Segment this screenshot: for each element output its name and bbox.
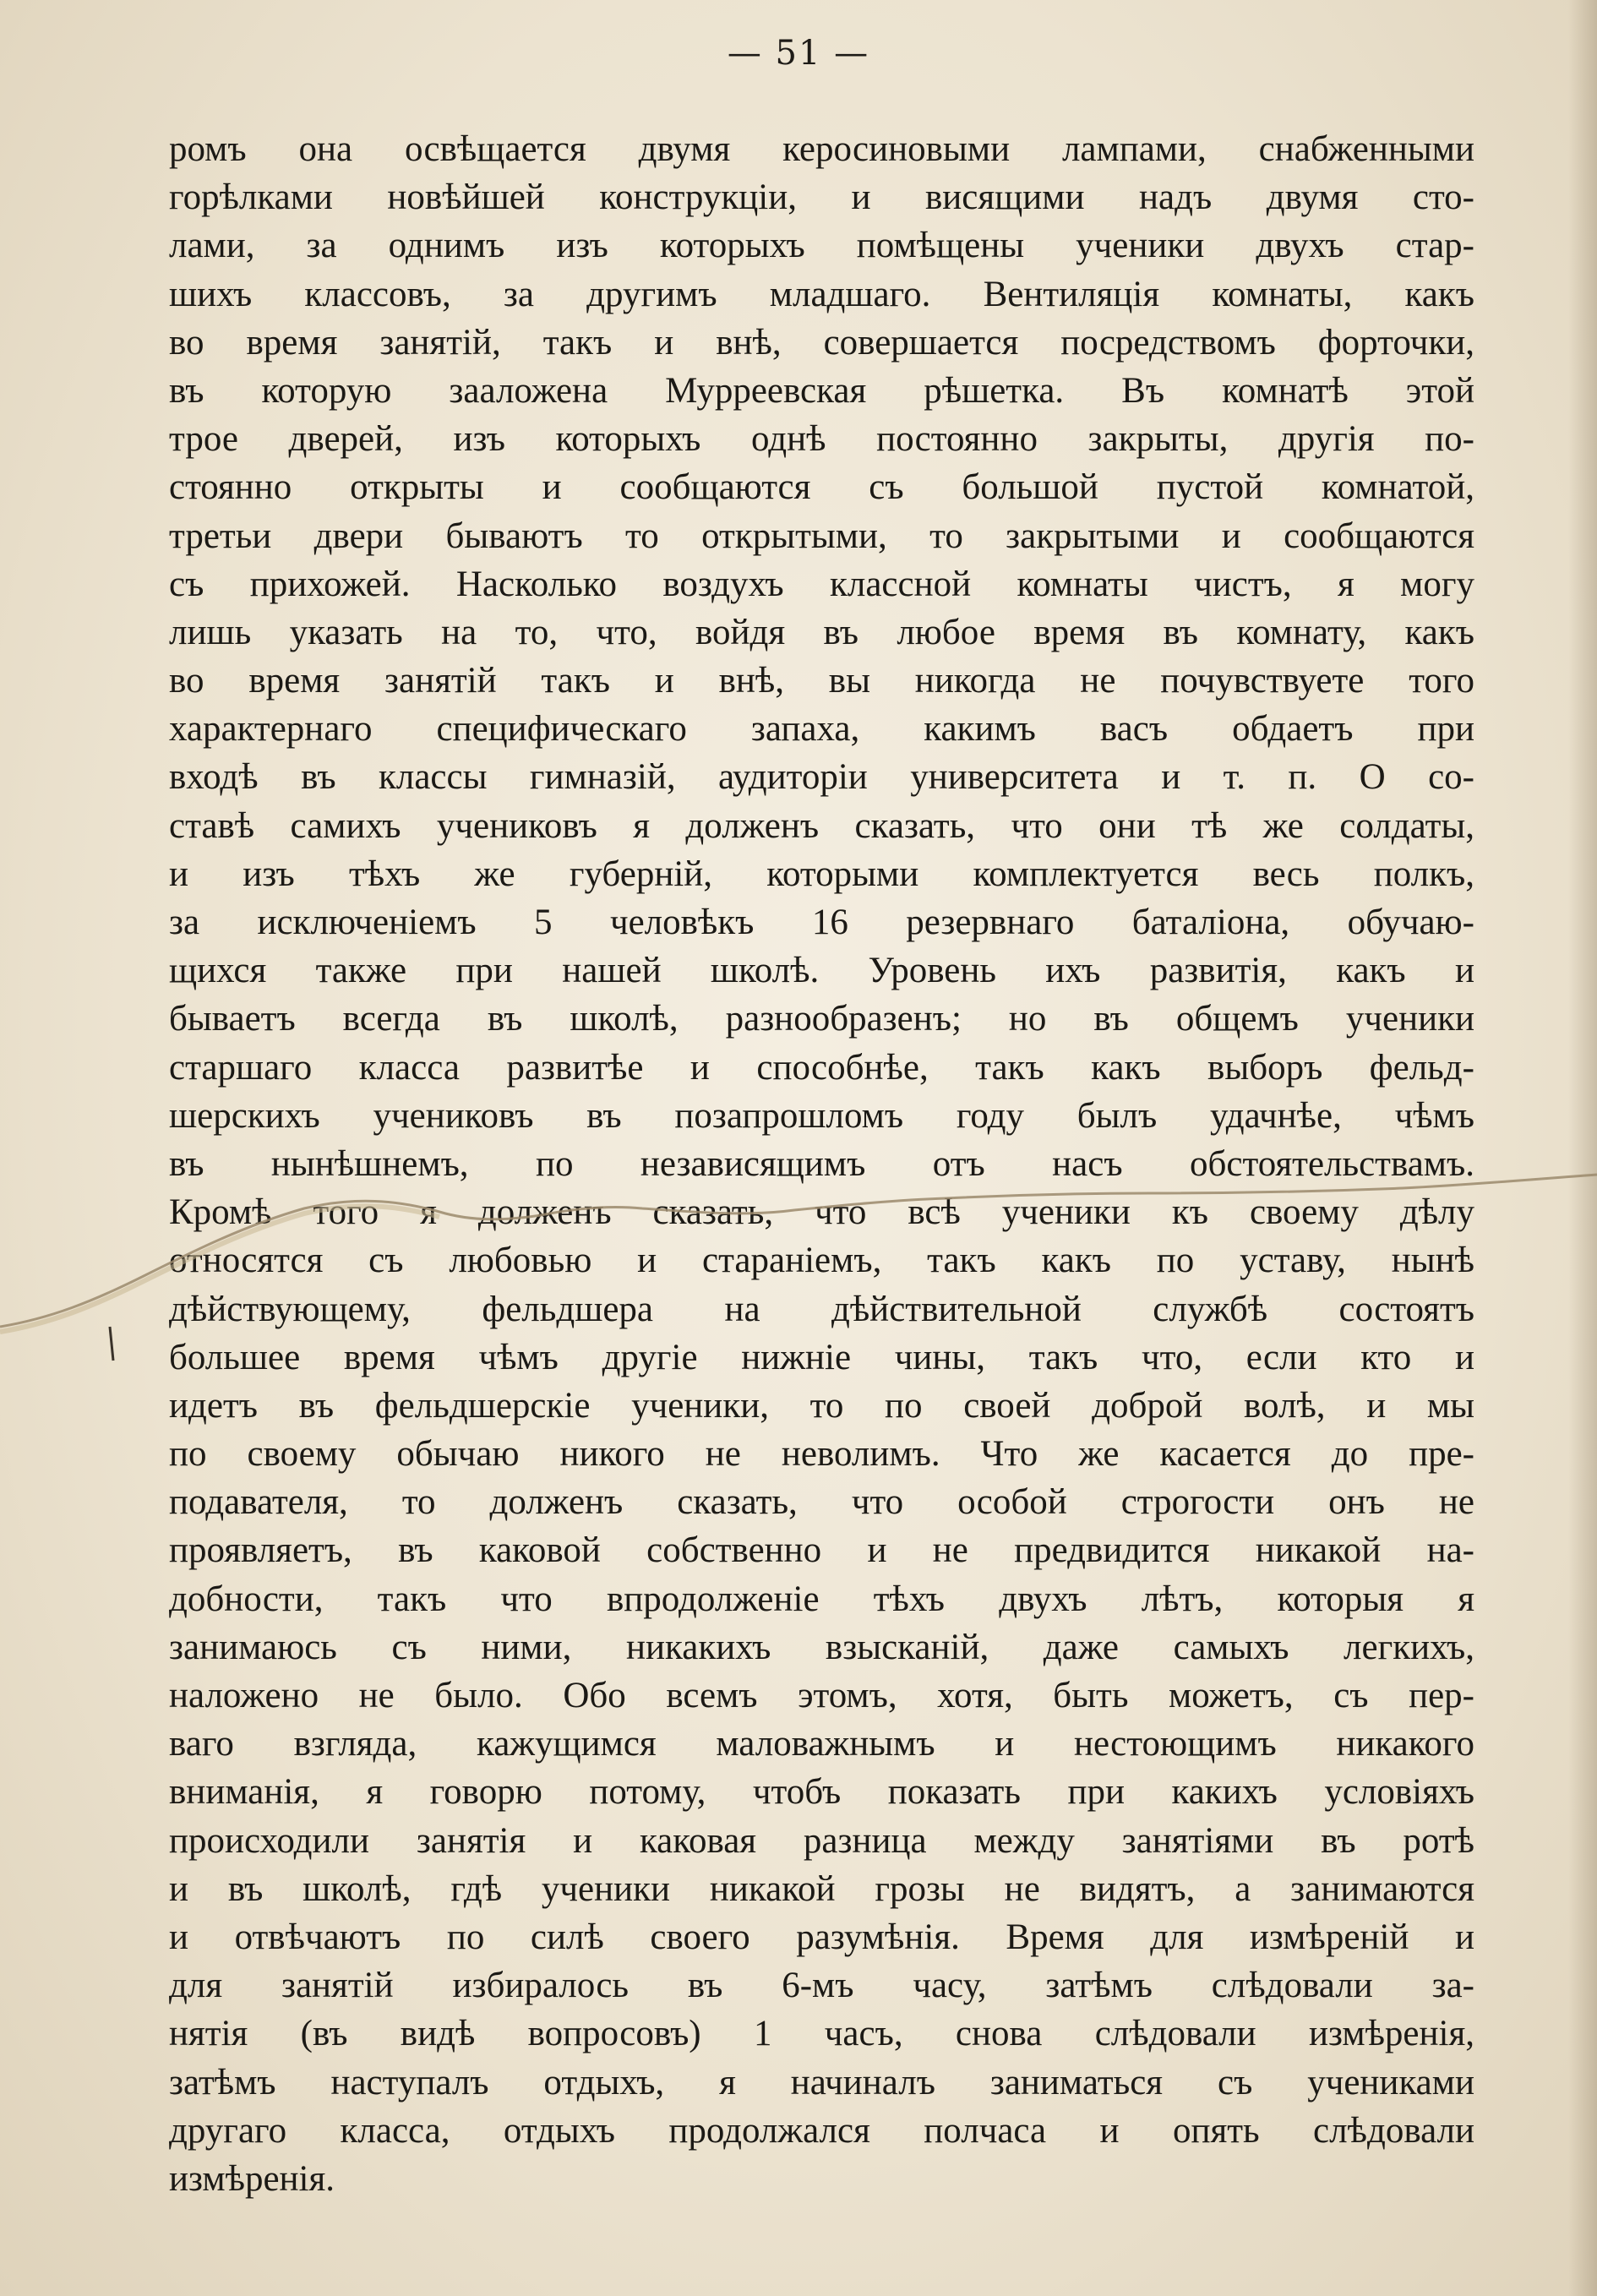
text-line: ваго взгляда, кажущимся маловажнымъ и нестоющимъ никакого <box>169 1724 1474 1764</box>
text-line: во время занятій такъ и внѣ, вы никогда не почувствуете того <box>169 661 1474 701</box>
text-line: большее время чѣмъ другіе нижніе чины, такъ что, если кто и <box>169 1337 1474 1377</box>
text-line: происходили занятія и каковая разница между занятіями въ ротѣ <box>169 1820 1474 1861</box>
text-line: стоянно открыты и сообщаются съ большой пустой комнатой, <box>169 467 1474 508</box>
text-line: и изъ тѣхъ же губерній, которыми комплектуется весь полкъ, <box>169 854 1474 894</box>
text-line: горѣлками новѣйшей конструкціи, и висящими надъ двумя сто- <box>169 177 1474 218</box>
text-line: дѣйствующему, фельдшера на дѣйствительной службѣ состоятъ <box>169 1289 1474 1329</box>
text-line: занимаюсь съ ними, никакихъ взысканій, даже самыхъ легкихъ, <box>169 1627 1474 1667</box>
page-number: — 51 — <box>727 34 870 73</box>
text-line: ромъ она освѣщается двумя керосиновыми лампами, снабженными <box>169 129 1474 169</box>
text-line: съ прихожей. Насколько воздухъ классной комнаты чистъ, я могу <box>169 564 1474 604</box>
text-line: добности, такъ что впродолженіе тѣхъ двухъ лѣтъ, которыя я <box>169 1579 1474 1619</box>
text-line: во время занятій, такъ и внѣ, совершается посредствомъ форточки, <box>169 322 1474 363</box>
text-line: затѣмъ наступалъ отдыхъ, я начиналъ заниматься съ учениками <box>169 2062 1474 2102</box>
text-line: для занятій избиралось въ 6-мъ часу, затѣмъ слѣдовали за- <box>169 1966 1474 2006</box>
text-line: шихъ классовъ, за другимъ младшаго. Вентиляція комнаты, какъ <box>169 274 1474 314</box>
text-line: измѣренія. <box>169 2158 335 2199</box>
text-line: третьи двери бываютъ то открытыми, то закрытыми и сообщаются <box>169 515 1474 556</box>
body-text <box>169 125 1474 2203</box>
text-line: щихся также при нашей школѣ. Уровень ихъ развитія, какъ и <box>169 951 1474 991</box>
text-line: въ нынѣшнемъ, по независящимъ отъ насъ обстоятельствамъ. <box>169 1143 1474 1184</box>
text-line: и отвѣчаютъ по силѣ своего разумѣнія. Время для измѣреній и <box>169 1917 1474 1957</box>
text-line: бываетъ всегда въ школѣ, разнообразенъ; но въ общемъ ученики <box>169 999 1474 1039</box>
text-line: подавателя, то долженъ сказать, что особой строгости онъ не <box>169 1482 1474 1523</box>
text-line: входѣ въ классы гимназій, аудиторіи университета и т. п. О со- <box>169 757 1474 798</box>
text-line: ставѣ самихъ учениковъ я долженъ сказать, что они тѣ же солдаты, <box>169 805 1474 846</box>
text-line: лишь указать на то, что, войдя въ любое время въ комнату, какъ <box>169 612 1474 652</box>
text-line: проявляетъ, въ каковой собственно и не предвидится никакой на- <box>169 1530 1474 1571</box>
text-line: старшаго класса развитѣе и способнѣе, такъ какъ выборъ фельд- <box>169 1047 1474 1088</box>
text-line: идетъ въ фельдшерскіе ученики, то по своей доброй волѣ, и мы <box>169 1385 1474 1426</box>
text-line: по своему обычаю никого не неволимъ. Что же касается до пре- <box>169 1434 1474 1475</box>
text-line: характернаго специфическаго запаха, какимъ васъ обдаетъ при <box>169 709 1474 750</box>
text-line: и въ школѣ, гдѣ ученики никакой грозы не видятъ, а занимаются <box>169 1868 1474 1909</box>
text-line: вниманія, я говорю потому, чтобъ показать при какихъ условіяхъ <box>169 1772 1474 1813</box>
text-line: въ которую зааложена Мурреевская рѣшетка. Въ комнатѣ этой <box>169 370 1474 411</box>
text-line: Кромѣ того я долженъ сказать, что всѣ ученики къ своему дѣлу <box>169 1192 1474 1233</box>
text-line: лами, за однимъ изъ которыхъ помѣщены ученики двухъ стар- <box>169 226 1474 266</box>
text-line: другаго класса, отдыхъ продолжался полчаса и опять слѣдовали <box>169 2110 1474 2151</box>
text-line: относятся съ любовью и стараніемъ, такъ какъ по уставу, нынѣ <box>169 1241 1474 1281</box>
text-line: нятія (въ видѣ вопросовъ) 1 часъ, снова слѣдовали измѣренія, <box>169 2014 1474 2054</box>
page-spine-shadow <box>1568 0 1597 2296</box>
text-line: наложено не было. Обо всемъ этомъ, хотя, быть можетъ, съ пер- <box>169 1676 1474 1715</box>
text-line: за исключеніемъ 5 человѣкъ 16 резервнаго баталіона, обучаю- <box>169 903 1474 942</box>
text-line: трое дверей, изъ которыхъ однѣ постоянно закрыты, другія по- <box>169 419 1474 460</box>
text-line: шерскихъ учениковъ въ позапрошломъ году былъ удачнѣе, чѣмъ <box>169 1095 1474 1136</box>
